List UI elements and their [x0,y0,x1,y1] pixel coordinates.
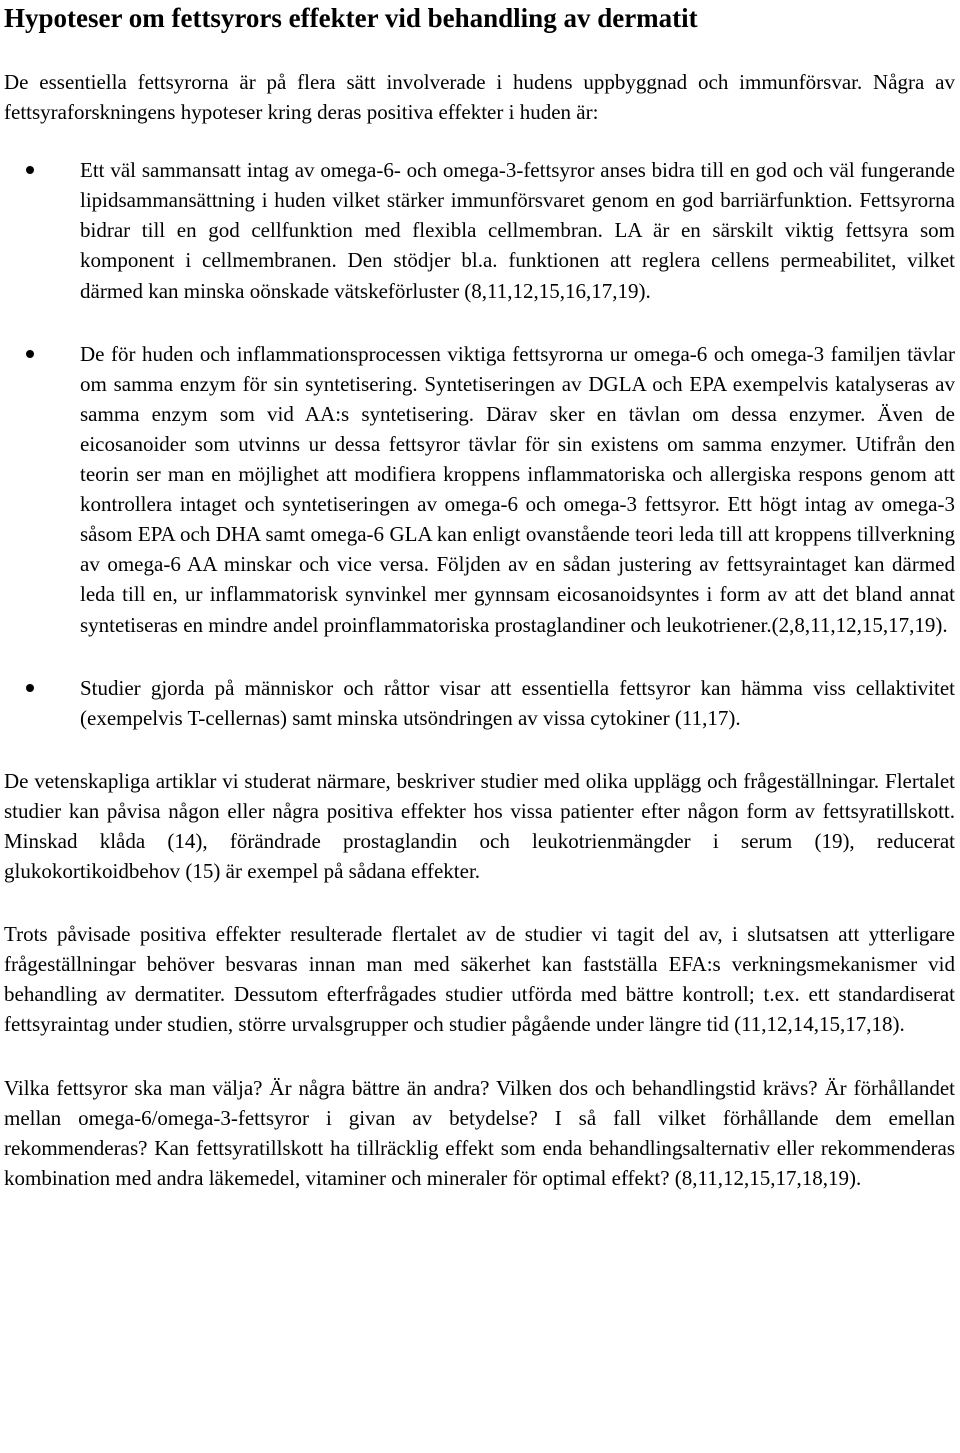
body-paragraph: Trots påvisade positiva effekter resulterade flertalet av de studier vi tagit del av, i slutsatsen att ytterligare frågeställningar behöver besvaras innan man med säkerhet kan fastställa EFA:s verkningsmekanismer vid behandling av dermatiter. Dessutom efterfrågades studier utförda med bättre kontroll; t.ex. ett standardiserat fettsyraintag under studien, större urvalsgrupper och studier pågående under längre tid (11,12,14,15,17,18). [4,922,955,1037]
body-paragraph: Vilka fettsyror ska man välja? Är några bättre än andra? Vilken dos och behandlingstid krävs? Är förhållandet mellan omega-6/omega-3-fettsyror i givan av betydelse? I så fall vilket förhållande dem emellan rekommenderas? Kan fettsyratillskott ha tillräcklig effekt som enda behandlingsalternativ eller rekommenderas kombination med andra läkemedel, vitaminer och mineraler för optimal effekt? (8,11,12,15,17,18,19). [4,1075,955,1190]
list-item [4,673,955,733]
list-item-text: Ett väl sammansatt intag av omega-6- och omega-3-fettsyror anses bidra till en god och väl fungerande lipidsammansättning i huden vilket stärker immunförsvaret genom en god barriärfunktion. Fettsyrorna bidrar till en god cellfunktion med flexibla cellmembran. LA är en särskilt viktig fettsyra som komponent i cellmembranen. Den stödjer bl.a. funktionen att reglera cellens permeabilitet, vilket därmed kan minska oönskade vätskeförluster (8,11,12,15,16,17,19). [80,158,955,303]
bullet-icon [26,684,34,692]
list-item-text: Studier gjorda på människor och råttor visar att essentiella fettsyror kan hämma viss cellaktivitet (exempelvis T-cellernas) samt minska utsöndringen av vissa cytokiner (11,17). [80,675,955,730]
list-item-text: De för huden och inflammationsprocessen viktiga fettsyrorna ur omega-6 och omega-3 familjen tävlar om samma enzym för sin syntetisering. Syntetiseringen av DGLA och EPA exempelvis katalyseras av samma enzym som vid AA:s syntetisering. Därav sker en tävlan om dessa enzymer. Även de eicosanoider som utvinns ur dessa fettsyror tävlar för sin existens om samma enzymer. Utifrån den teorin ser man en möjlighet att modifiera kroppens inflammatoriska och allergiska respons genom att kontrollera intaget och syntetiseringen av omega-6 och omega-3 fettsyror. Ett högt intag av omega-3 såsom EPA och DHA samt omega-6 GLA kan enligt ovanstående teori leda till att kroppens tillverkning av omega-6 AA minskar och vice versa. Följden av en sådan justering av fettsyraintaget kan därmed leda till en, ur inflammatorisk synvinkel mer gynnsam eicosanoidsyntes i form av att det bland annat syntetiseras en mindre andel proinflammatoriska prostaglandiner och leukotriener.(2,8,11,12,15,17,19). [80,341,955,637]
list-item [4,155,955,305]
hypothesis-list [4,155,955,733]
intro-paragraph: De essentiella fettsyrorna är på flera sätt involverade i hudens uppbyggnad och immunförsvar. Några av fettsyraforskningens hypoteser kring deras positiva effekter i huden är: [4,70,955,125]
document-title: Hypoteser om fettsyrors effekter vid behandling av dermatit [4,3,698,33]
list-item [4,339,955,640]
bullet-icon [26,166,34,174]
body-paragraph: De vetenskapliga artiklar vi studerat närmare, beskriver studier med olika upplägg och frågeställningar. Flertalet studier kan påvisa någon eller några positiva effekter hos vissa patienter efter någon form av fettsyratillskott. Minskad klåda (14), förändrade prostaglandin och leukotrienmängder i serum (19), reducerat glukokortikoidbehov (15) är exempel på sådana effekter. [4,768,955,884]
bullet-icon [26,350,34,358]
